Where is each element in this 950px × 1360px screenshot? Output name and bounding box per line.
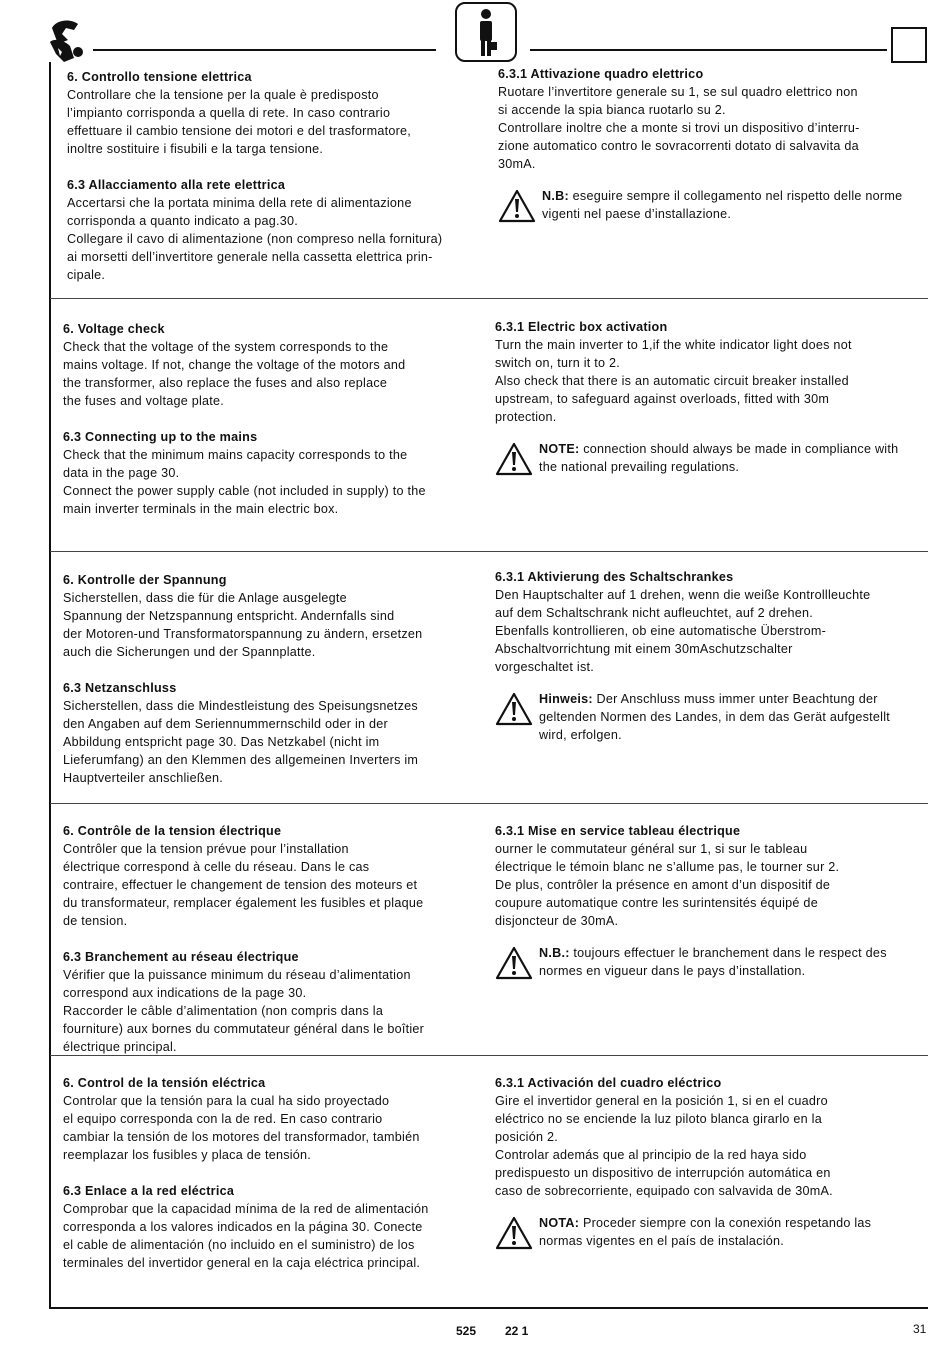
text-line: correspond aux indications de la page 30. — [63, 986, 307, 1000]
subsection-heading: 6.3 Branchement au réseau électrique — [63, 950, 299, 964]
text-line: effettuare il cambio tensione dei motori e del trasformatore, — [67, 124, 412, 138]
warning-note — [498, 187, 916, 223]
text-line: main inverter terminals in the main electric box. — [63, 502, 339, 516]
section-heading: 6.3.1 Aktivierung des Schaltschrankes — [495, 570, 734, 584]
section-heading: 6.3.1 Activación del cuadro eléctrico — [495, 1076, 722, 1090]
text-line: cambiar la tensión de los motores del transformador, también — [63, 1130, 420, 1144]
text-line: data in the page 30. — [63, 466, 180, 480]
warning-note — [495, 1214, 915, 1250]
section-heading: 6. Contrôle de la tension électrique — [63, 824, 282, 838]
section-heading: 6. Kontrolle der Spannung — [63, 573, 227, 587]
section-separator — [50, 298, 928, 299]
warning-note — [495, 690, 915, 744]
footer-model: 525 — [456, 1324, 477, 1338]
text-line: upstream, to safeguard against overloads, fitted with 30m — [495, 392, 830, 406]
section-heading: 6.3.1 Electric box activation — [495, 320, 668, 334]
text-line: coupure automatique contre les surintensités équipé de — [495, 896, 818, 910]
subsection-heading: 6.3 Allacciamento alla rete elettrica — [67, 178, 286, 192]
section-en-right — [495, 318, 915, 476]
text-line: el cable de alimentación (no incluido en el suministro) de los — [63, 1238, 415, 1252]
text-line: Contrôler que la tension prévue pour l’installation — [63, 842, 349, 856]
text-line: Hauptverteiler anschließen. — [63, 771, 224, 785]
text-line: Lieferumfang) an den Klemmen des allgemeinen Inverters im — [63, 753, 419, 767]
text-line: 30mA. — [498, 157, 536, 171]
text-line: Controllare inoltre che a monte si trovi un dispositivo d’interru- — [498, 121, 860, 135]
text-line: Comprobar que la capacidad mínima de la red de alimentación — [63, 1202, 429, 1216]
text-line: caso de sobrecorriente, equipado con salvavida de 30mA. — [495, 1184, 833, 1198]
text-line: Ebenfalls kontrollieren, ob eine automatische Überstrom- — [495, 624, 827, 638]
warning-note — [495, 440, 915, 476]
warning-icon — [495, 692, 533, 726]
note-label: N.B.: — [539, 946, 570, 960]
text-line: corrisponda a quanto indicato a pag.30. — [67, 214, 299, 228]
text-line: predispuesto un dispositivo de interrupción automática en — [495, 1166, 831, 1180]
text-line: Controlar además que al principio de la red haya sido — [495, 1148, 807, 1162]
text-line: Connect the power supply cable (not included in supply) to the — [63, 484, 426, 498]
text-line: électrique principal. — [63, 1040, 177, 1054]
subsection-heading: 6.3 Netzanschluss — [63, 681, 177, 695]
section-separator — [50, 803, 928, 804]
text-line: el equipo corresponda con la de red. En caso contrario — [63, 1112, 383, 1126]
text-line: Controlar que la tensión para la cual ha sido proyectado — [63, 1094, 390, 1108]
text-line: posición 2. — [495, 1130, 558, 1144]
text-line: électrique le témoin blanc ne s’allume pas, le tourner sur 2. — [495, 860, 840, 874]
text-line: Raccorder le câble d’alimentation (non compris dans la — [63, 1004, 384, 1018]
note-label: NOTE: — [539, 442, 580, 456]
text-line: Check that the minimum mains capacity corresponds to the — [63, 448, 408, 462]
note-text: toujours effectuer le branchement dans le respect des normes en vigueur dans le pays d’installation. — [539, 946, 887, 978]
note-label: Hinweis: — [539, 692, 593, 706]
text-line: reemplazar los fusibles y placa de tensión. — [63, 1148, 312, 1162]
text-line: auch die Sicherungen und der Spannplatte. — [63, 645, 316, 659]
text-line: Collegare il cavo di alimentazione (non compreso nella fornitura) — [67, 232, 443, 246]
text-line: Check that the voltage of the system corresponds to the — [63, 340, 389, 354]
note-label: N.B: — [542, 189, 569, 203]
text-line: the fuses and voltage plate. — [63, 394, 225, 408]
warning-icon — [495, 442, 533, 476]
section-es-left — [63, 1074, 481, 1272]
text-line: Sicherstellen, dass die für die Anlage ausgelegte — [63, 591, 347, 605]
section-it-left — [67, 68, 485, 284]
text-line: switch on, turn it to 2. — [495, 356, 620, 370]
note-label: NOTA: — [539, 1216, 580, 1230]
note-text: Der Anschluss muss immer unter Beachtung der geltenden Normen des Landes, in dem das Gerät aufgestellt wird, erfolgen. — [539, 692, 890, 742]
text-line: Sicherstellen, dass die Mindestleistung des Speisungsnetzes — [63, 699, 418, 713]
frame-bottom — [49, 1307, 928, 1309]
text-line: électrique correspond à celle du réseau. Dans le cas — [63, 860, 370, 874]
note-text: connection should always be made in compliance with the national prevailing regulations. — [539, 442, 899, 474]
text-line: Spannung der Netzspannung entspricht. Andernfalls sind — [63, 609, 395, 623]
note-text: Proceder siempre con la conexión respetando las normas vigentes en el país de instalación. — [539, 1216, 872, 1248]
text-line: Gire el invertidor general en la posición 1, si en el cuadro — [495, 1094, 828, 1108]
section-fr-right — [495, 822, 915, 980]
section-heading: 6.3.1 Attivazione quadro elettrico — [498, 67, 704, 81]
text-line: de tension. — [63, 914, 128, 928]
text-line: the transformer, also replace the fuses and also replace — [63, 376, 388, 390]
page-number: 31 — [913, 1322, 927, 1336]
text-line: Accertarsi che la portata minima della rete di alimentazione — [67, 196, 412, 210]
text-line: ai morsetti dell’invertitore generale nella cassetta elettrica prin- — [67, 250, 433, 264]
warning-icon — [495, 946, 533, 980]
text-line: Den Hauptschalter auf 1 drehen, wenn die weiße Kontrollleuchte — [495, 588, 871, 602]
text-line: terminales del invertidor general en la caja eléctrica principal. — [63, 1256, 421, 1270]
text-line: cipale. — [67, 268, 106, 282]
section-heading: 6. Voltage check — [63, 322, 165, 336]
warning-icon — [495, 1216, 533, 1250]
section-separator — [50, 551, 928, 552]
subsection-heading: 6.3 Enlace a la red eléctrica — [63, 1184, 235, 1198]
text-line: du transformateur, remplacer également les fusibles et plaque — [63, 896, 424, 910]
text-line: corresponda a los valores indicados en la página 30. Conecte — [63, 1220, 423, 1234]
text-line: Vérifier que la puissance minimum du réseau d’alimentation — [63, 968, 411, 982]
warning-note — [495, 944, 915, 980]
person-icon — [457, 4, 515, 60]
text-line: eléctrico no se enciende la luz piloto blanca girarlo en la — [495, 1112, 822, 1126]
footer-code: 22 1 — [505, 1324, 529, 1338]
section-heading: 6. Controllo tensione elettrica — [67, 70, 252, 84]
text-line: ourner le commutateur général sur 1, si sur le tableau — [495, 842, 808, 856]
text-line: zione automatico contro le sovracorrenti dotato di salvavita da — [498, 139, 859, 153]
header-rule-left — [93, 49, 436, 51]
section-it-right — [498, 65, 916, 223]
text-line: Controllare che la tensione per la quale è predisposto — [67, 88, 379, 102]
warning-icon — [498, 189, 536, 223]
text-line: mains voltage. If not, change the voltage of the motors and — [63, 358, 406, 372]
section-heading: 6.3.1 Mise en service tableau électrique — [495, 824, 741, 838]
header-rule-right — [530, 49, 887, 51]
section-fr-left — [63, 822, 481, 1056]
frame-left — [49, 62, 51, 1308]
subsection-heading: 6.3 Connecting up to the mains — [63, 430, 258, 444]
text-line: l’impianto corrisponda a quella di rete. In caso contrario — [67, 106, 391, 120]
text-line: contraire, effectuer le changement de tension des moteurs et — [63, 878, 418, 892]
text-line: Abbildung entspricht page 30. Das Netzkabel (nicht im — [63, 735, 380, 749]
text-line: der Motoren-und Transformatorspannung zu ändern, ersetzen — [63, 627, 423, 641]
text-line: vorgeschaltet ist. — [495, 660, 594, 674]
text-line: si accende la spia bianca ruotarlo su 2. — [498, 103, 726, 117]
corner-box — [891, 27, 927, 63]
section-de-left — [63, 571, 481, 787]
section-es-right — [495, 1074, 915, 1250]
text-line: disjoncteur de 30mA. — [495, 914, 619, 928]
brand-logo-icon — [44, 18, 88, 64]
section-heading: 6. Control de la tensión eléctrica — [63, 1076, 266, 1090]
note-text: eseguire sempre il collegamento nel rispetto delle norme vigenti nel paese d’installazione. — [542, 189, 903, 221]
operator-pictogram — [455, 2, 517, 62]
text-line: fourniture) aux bornes du commutateur général dans le boîtier — [63, 1022, 425, 1036]
text-line: den Angaben auf dem Seriennummernschild oder in der — [63, 717, 388, 731]
text-line: inoltre sostituire i fisubili e la targa tensione. — [67, 142, 324, 156]
text-line: protection. — [495, 410, 557, 424]
text-line: De plus, contrôler la présence en amont d’un dispositif de — [495, 878, 831, 892]
section-de-right — [495, 568, 915, 744]
text-line: Also check that there is an automatic circuit breaker installed — [495, 374, 849, 388]
text-line: auf dem Schaltschrank nicht aufleuchtet, auf 2 drehen. — [495, 606, 814, 620]
text-line: Ruotare l’invertitore generale su 1, se sul quadro elettrico non — [498, 85, 858, 99]
text-line: Turn the main inverter to 1,if the white indicator light does not — [495, 338, 852, 352]
text-line: Abschaltvorrichtung mit einem 30mAschutzschalter — [495, 642, 793, 656]
section-en-left — [63, 320, 481, 518]
